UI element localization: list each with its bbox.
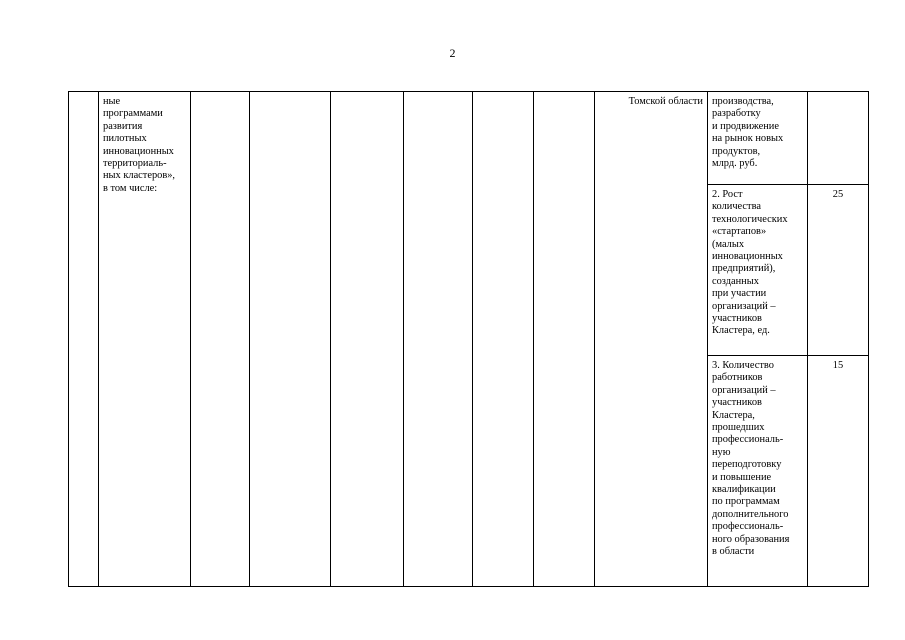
table-cell-empty <box>191 92 250 587</box>
indicator-cell: 3. Количество работников организаций – участников Кластера, прошедших профессиональ- ную переподготовку и повышение квалификации по программам дополнительного профессиональ- ного образования в области <box>708 356 808 587</box>
table-cell-empty <box>473 92 534 587</box>
page-number: 2 <box>449 46 456 60</box>
program-name-cell: ные программами развития пилотных инновационных территориаль- ных кластеров», в том числе: <box>99 92 191 587</box>
table-cell-empty <box>331 92 404 587</box>
indicator-value-cell: 15 <box>808 356 869 587</box>
indicator-cell: производства, разработку и продвижение на рынок новых продуктов, млрд. руб. <box>708 92 808 185</box>
table-cell-empty <box>404 92 473 587</box>
indicator-value-cell <box>808 92 869 185</box>
table-row <box>69 92 869 185</box>
indicator-value-cell: 25 <box>808 185 869 356</box>
region-cell: Томской области <box>595 92 708 587</box>
table-cell-empty <box>534 92 595 587</box>
table-cell-empty <box>250 92 331 587</box>
table-cell-number <box>69 92 99 587</box>
indicator-cell: 2. Рост количества технологических «стартапов» (малых инновационных предприятий), созданных при участии организаций – участников Кластера, ед. <box>708 185 808 356</box>
program-table <box>68 91 869 587</box>
